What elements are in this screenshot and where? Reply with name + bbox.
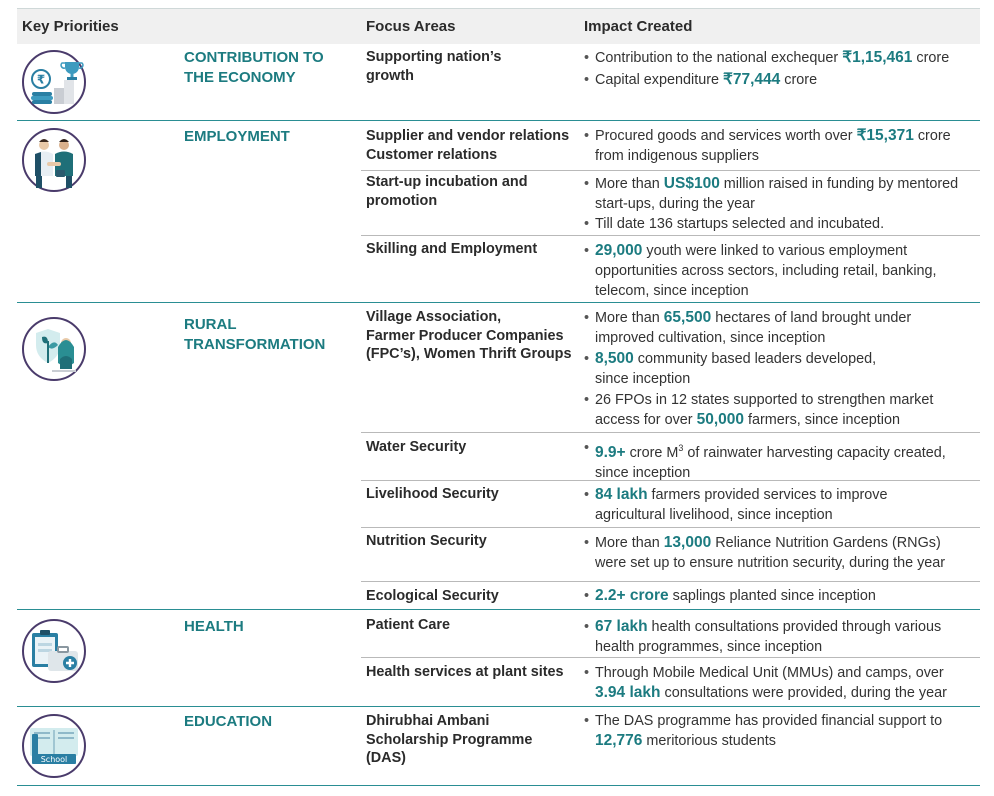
focus-village-association: Village Association, Farmer Producer Companies (FPC’s), Women Thrift Groups xyxy=(366,309,572,362)
rural-farmer-woman-icon xyxy=(22,317,86,381)
impact-ecological xyxy=(584,586,974,606)
impact-bullet: • More than 13,000 Reliance Nutrition Gardens (RNGs) were set up to ensure nutrition security, during the year xyxy=(584,533,974,573)
focus-ecological-security: Ecological Security xyxy=(366,588,499,604)
impact-bullet: • 84 lakh farmers provided services to improve agricultural livelihood, since inception xyxy=(584,485,974,525)
impact-patient-care xyxy=(584,617,974,657)
focus-nutrition-security: Nutrition Security xyxy=(366,533,487,549)
impact-startup xyxy=(584,174,974,234)
impact-supplier xyxy=(584,126,974,166)
impact-bullet: • Contribution to the national exchequer ₹1,15,461 crore xyxy=(584,48,974,68)
impact-bullet: • More than 65,500 hectares of land brought under improved cultivation, since inception xyxy=(584,308,974,348)
impact-bullet: • 8,500 community based leaders developed, since inception xyxy=(584,349,974,389)
impact-bullet: • Till date 136 startups selected and incubated. xyxy=(584,214,974,234)
impact-bullet: • 29,000 youth were linked to various employment opportunities across sectors, including retail, banking, telecom, since inception xyxy=(584,241,974,301)
sub-separator xyxy=(361,581,980,582)
priority-employment: EMPLOYMENT xyxy=(184,128,290,145)
impact-bullet: • 9.9+ crore $M^3$ of rainwater harvesting capacity created, since inception xyxy=(584,438,974,483)
impact-skilling xyxy=(584,241,974,301)
medical-kit-clipboard-icon xyxy=(22,619,86,683)
header-impact-created: Impact Created xyxy=(584,18,693,35)
impact-water xyxy=(584,438,974,483)
sub-separator xyxy=(361,432,980,433)
impact-bullet: • 67 lakh health consultations provided through various health programmes, since inception xyxy=(584,617,974,657)
priority-health: HEALTH xyxy=(184,618,244,635)
focus-health-plant-sites: Health services at plant sites xyxy=(366,664,564,680)
impact-nutrition xyxy=(584,533,974,573)
school-book-icon xyxy=(22,714,86,778)
impact-bullet: • More than US$100 million raised in funding by mentored start-ups, during the year xyxy=(584,174,974,214)
impact-das xyxy=(584,711,974,751)
impact-economy xyxy=(584,48,974,90)
sub-separator xyxy=(361,235,980,236)
impact-village xyxy=(584,308,974,430)
header-key-priorities: Key Priorities xyxy=(22,18,119,35)
focus-supporting-growth: Supporting nation’s growth xyxy=(366,49,502,84)
focus-das-programme: Dhirubhai Ambani Scholarship Programme (DAS) xyxy=(366,713,533,766)
sub-separator xyxy=(361,170,980,171)
table-bottom-border xyxy=(17,785,980,786)
school-label: School xyxy=(40,755,68,764)
row-separator xyxy=(17,706,980,707)
header-focus-areas: Focus Areas xyxy=(366,18,456,35)
priority-economy: CONTRIBUTION TO THE ECONOMY xyxy=(184,49,324,86)
priority-education: EDUCATION xyxy=(184,713,273,730)
focus-water-security: Water Security xyxy=(366,439,467,455)
impact-livelihood xyxy=(584,485,974,525)
focus-patient-care: Patient Care xyxy=(366,617,450,633)
impact-bullet: • The DAS programme has provided financial support to 12,776 meritorious students xyxy=(584,711,974,751)
focus-supplier-vendor: Supplier and vendor relations Customer relations xyxy=(366,128,570,163)
focus-skilling: Skilling and Employment xyxy=(366,241,538,257)
row-separator xyxy=(17,302,980,303)
impact-bullet: • Through Mobile Medical Unit (MMUs) and camps, over 3.94 lakh consultations were provided, during the year xyxy=(584,663,974,703)
handshake-people-icon xyxy=(22,128,86,192)
focus-startup-incubation: Start-up incubation and promotion xyxy=(366,174,528,209)
impact-bullet: • 26 FPOs in 12 states supported to strengthen market access for over 50,000 farmers, since inception xyxy=(584,390,974,430)
row-separator xyxy=(17,609,980,610)
impact-bullet: • Procured goods and services worth over ₹15,371 crore from indigenous suppliers xyxy=(584,126,974,166)
impact-bullet: • Capital expenditure ₹77,444 crore xyxy=(584,70,974,90)
impact-plant-sites xyxy=(584,663,974,703)
svg-text:₹: ₹ xyxy=(36,72,46,87)
impact-bullet: • 2.2+ crore saplings planted since inception xyxy=(584,586,974,606)
sub-separator xyxy=(361,527,980,528)
sub-separator xyxy=(361,657,980,658)
row-separator xyxy=(17,120,980,121)
economy-rupee-trophy-icon xyxy=(22,50,86,114)
priority-rural: RURAL TRANSFORMATION xyxy=(184,316,326,353)
focus-livelihood-security: Livelihood Security xyxy=(366,486,499,502)
table-header xyxy=(17,8,980,44)
